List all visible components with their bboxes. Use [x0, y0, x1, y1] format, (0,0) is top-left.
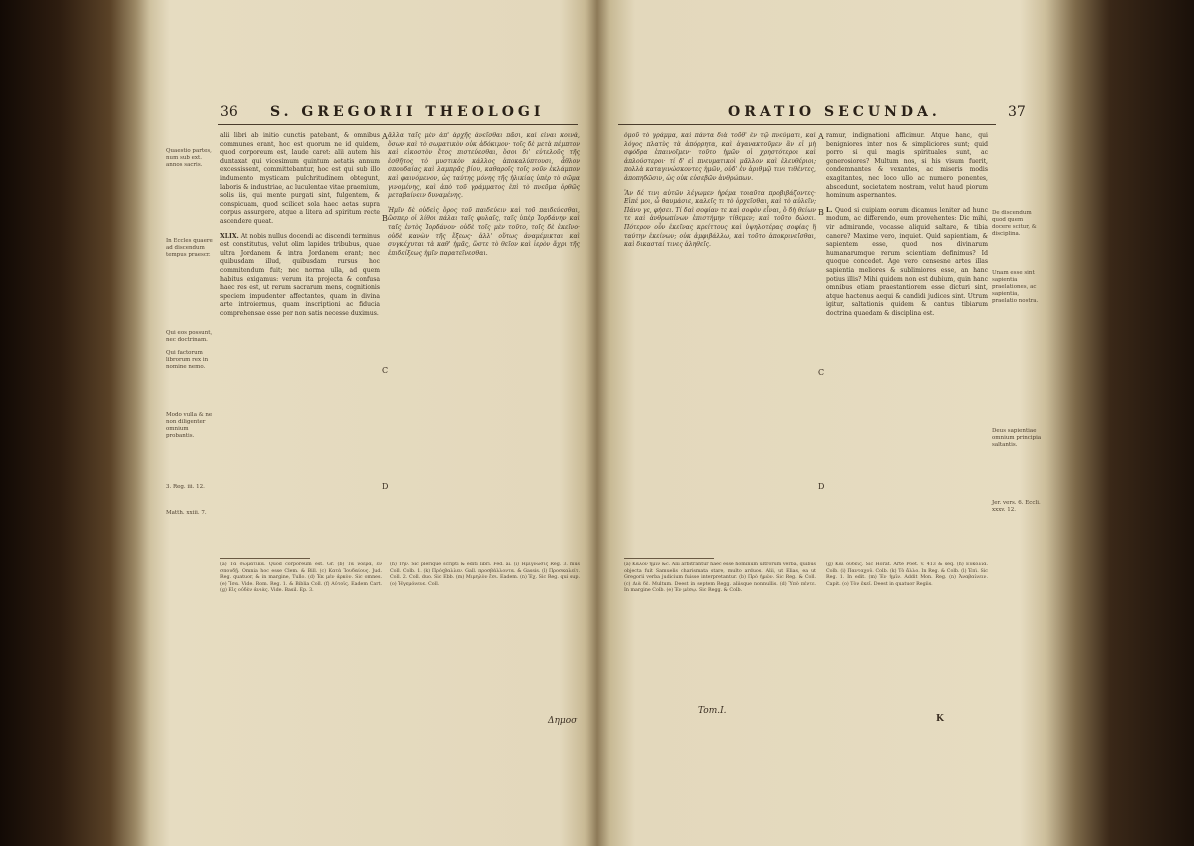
margin-note-7: Matth. xxiii. 7. — [166, 510, 207, 516]
latin-column-left — [220, 132, 380, 552]
margin-note-4: Qui factorum librorum rex in nomine nemo. — [166, 350, 209, 370]
margin-note-6: 3. Reg. iii. 12. — [166, 484, 205, 490]
page-number-right: 37 — [1008, 104, 1026, 120]
left-page: 36 S. GREGORII THEOLOGI alii libri ab initio cunctis patebant, & omnibus communes erant, hoc est quorum ne id quidem, quod corporeum est, laude caret: alii autem his duntaxat qui vicesimum quintum aetatis annum excessissent, committebantur, hoc est qui sub illo indumento mysticam pulchritudinem obtegunt, laboris & industriae, ac luculentae vitae praemium, solis iis, qui mente purgati sint, fulgentem, & conspicuam, quod scilicet sola haec aetas supra corpus assurgere, atque a litera ad spiritum recte ascendere queat. XLIX. At nobis nullus docendi ac discendi terminus est constitutus, velut olim lapides tribubus, quae ultra Jordanem & intra Jordanem erant; nec quibusdam illud, quibusdam rursus hoc commitendum fuit; nec norma ulla, ad quem habitus exigamus: verum ita projecta & confusa haec res est, ut rerum sacrarum mens, cognitionis speciem impudenter affectantes, quam in divina arte introiermus, quam inscriptioni ac fiducia comprehensae esse per non satis necesse duximus. ἄλλα ταῖς μὲν ἀπ' ἀρχῆς ἀνεῖσθαι πᾶσι, καὶ εἶναι κοινὰ, ὅσων καὶ τὸ σωματικὸν οὐκ ἀδόκιμον· τοῖς δὲ μετὰ πέμπτον καὶ εἰκοστὸν ἔτος πιστεύεσθαι, ὅσοι δι' εὐτελοῦς τῆς ἐσθῆτος τὸ μυστικὸν κάλλος ἀποκαλύπτουσι, ἆθλον σπουδαίας καὶ λαμπρᾶς βίου, καθαροῖς τοῖς νοῦν ἐκλάμπον καὶ φαινόμενον, ὡς ταύτης μόνης τῆς ἡλικίας ὑπὲρ τὸ σῶμα γινομένης, καὶ ἀπὸ τοῦ γράμματος ἐπὶ τὸ πνεῦμα ὀρθῶς μεταβαίνειν δυναμένης. Ἡμῖν δὲ οὐδεὶς ὅρος τοῦ παιδεύειν καὶ τοῦ παιδεύεσθαι, ὥσπερ οἱ λίθοι πάλαι ταῖς φυλαῖς, ταῖς ὑπὲρ Ἰορδάνην καὶ ταῖς ἐντὸς Ἰορδάνου· οὐδὲ τοῖς μὲν τοῦτο, τοῖς δὲ ἐκεῖνο· οὐδὲ κανὼν τῆς ἕξεως· ἀλλ' οὕτως ἀναμέμικται καὶ συγκέχυται τὰ καθ' ἡμᾶς, ὥστε τὸ θεῖον καὶ ἱερὸν ἄχρι τῆς ἐπιδείξεως ἡμῖν παρατεῖνεσθαι. Quaestio partes, num sub ext. annos sacris. In Eccles quaere ad discendum tempus praescr. Qui eos possunt, nec doctrinam. Qui factorum librorum rex in nomine nemo. Modo vulla & ne non diligenter omnium probantis. 3. Reg. iii. 12. Matth. xxiii. 7. A B C D (a) Τὰ σωματικά. Quod corporeum est. Gr. (b) Τὰ νοερά, ἐν σπουδῇ. Omnia hoc esse Clem. & Bill. (c) Κατὰ Ἰουδαίους. Jud. Reg. quatuor, & in margine, Tullo. (d) Ἐκ μὲν ἀρκὸν. Sic omnes. (e) Ἴσα. Vide. Rom. Reg. 1. & Biblia Coll. (f) Αὐτοῖς. Eadem Cart. (g) Εἰς οὐδὲν ἀνιὰς. Vide. Basil. Ep. 3. (h) Τὴν. Sic plerique scripti & editi libri. Fed. ai. (i) Ἡμιγνώσις Reg. 3. mus Coll. Colb. 1. (k) Πρόςβαλλεν. Gall. προσβάλλοντα. & Gassis. (l) Προσκαλείτ. Coll. 2. Coll. duo. Sic Ebb. (m) Μιμηλὸν ἔσι. Eadem. (n) Ἐχ. Sic Reg. qui sup. (o) Ἡγεμόνευε. Coll. Δημοσ — [148, 0, 588, 846]
right-header — [608, 104, 1048, 126]
greek-column-left: ἄλλα ταῖς μὲν ἀπ' ἀρχῆς ἀνεῖσθαι πᾶσι, καὶ εἶναι κοινὰ, ὅσων καὶ τὸ σωματικὸν οὐκ ἀδόκιμον· τοῖς δὲ μετὰ πέμπτον καὶ εἰκοστὸν ἔτος πιστεύεσθαι, ὅσοι δι' εὐτελοῦς τῆς ἐσθῆτος τὸ μυστικὸν κάλλος ἀποκαλύπτουσι, ἆθλον σπουδαίας καὶ λαμπρᾶς βίου, καθαροῖς τοῖς νοῦν ἐκλάμπον καὶ φαινόμενον, ὡς ταύτης μόνης τῆς ἡλικίας ὑπὲρ τὸ σῶμα γινομένης, καὶ ἀπὸ τοῦ γράμματος ἐπὶ τὸ πνεῦμα ὀρθῶς μεταβαίνειν δυναμένης. Ἡμῖν δὲ οὐδεὶς ὅρος τοῦ παιδεύειν καὶ τοῦ παιδεύεσθαι, ὥσπερ οἱ λίθοι πάλαι ταῖς φυλαῖς, ταῖς ὑπὲρ Ἰορδάνην καὶ ταῖς ἐντὸς Ἰορδάνου· οὐδὲ τοῖς μὲν τοῦτο, τοῖς δὲ ἐκεῖνο· οὐδὲ κανὼν τῆς ἕξεως· ἀλλ' οὕτως ἀναμέμικται καὶ συγκέχυται τὰ καθ' ἡμᾶς, ὥστε τὸ θεῖον καὶ ἱερὸν ἄχρι τῆς ἐπιδείξεως ἡμῖν παρατεῖνεσθαι. — [388, 132, 580, 257]
catchword-right: K — [936, 714, 944, 724]
footnotes-right-a: (a) Καλὸν ἡμῖν &c. Alii arbitrantur haec esse hominum ultrorum verba, quibus objecta fuit Samuelis charismata stare, multo arduos. Alii, ut Elias, ea ut Gregorii verba judicium fuisse interpretantur. (b) Πρὸ ἡμῶν. Sic Reg. & Coll. (c) Διὰ δὲ. Multum. Deest in septem Regg. aliisque nonnullis. (d) Ὑπὸ πέντε. In margine Colb. (e) Ἐν μέσῳ. Sic Regg. & Colb. — [624, 562, 816, 594]
catchword-left: Δημοσ — [548, 716, 578, 726]
running-title-right: ORATIO SECUNDA. — [728, 104, 941, 120]
latin-main-right: Quod si cuipiam eorum dicamus leniter ad hunc modum, ac differendo, eum provehentes: Dic mihi, vir admirande, vocasse aliquid saltare, & tibia canere? Maxime vero, inquiet. Quid sapientiam, & sapientem esse, quod nos divinarum humanarumque rerum scientiam definimus? Id quoque concedet. Age vero censesne artes illas sapientia meliores & sublimiores esse, an hanc potius illis? Mihi quidem non est dubium, quin hanc omnibus etiam praestantiorem esse dicturi sint, atque hactenus aequi & candidi judices sint. Utrum igitur, saltationis quidem & cantus tibiarum doctrina quaedam & disciplina est. — [826, 206, 988, 317]
latin-intro-left: alii libri ab initio cunctis patebant, & omnibus communes erant, hoc est quorum ne id quidem, quod corporeum est, laude caret: alii autem his duntaxat qui vicesimum quintum aetatis annum excessissent, committebantur, hoc est qui sub illo indumento mysticam pulchritudinem obtegunt, laboris & industriae, ac luculentae vitae praemium, solis iis, qui mente purgati sint, fulgentem, & conspicuam, quod scilicet sola haec aetas supra corpus assurgere, atque a litera ad spiritum recte ascendere queat. — [220, 132, 380, 225]
margin-note-3: Qui eos possunt, nec doctrinam. — [166, 330, 213, 343]
right-page: ORATIO SECUNDA. 37 ὁμοῦ τὸ γράμμα, καὶ πάντα διὰ τοῦθ' ἐν τῷ πνεύματι, καὶ λόγος πλατὺς τὰ ἀπόρρητα, καὶ ἀγανακτοῦμεν ἂν εἰ μὴ σφόδρα ἐπαινοῖμεν· τοῦτο ἡμῶν οἱ χρηστότεροι καὶ ἁπλούστεροι· τί δ' εἰ πνευματικοὶ μᾶλλον καὶ ἐλευθέριοι; πολλὰ καταγινώσκοντες ἡμῶν, οὐδ' ἐν ἀριθμῷ τινι τιθέντες, ἀποπηδῶσιν, ὡς οὐκ εὐσεβῶν ἀνθρώπων. Ἂν δέ τινι αὐτῶν λέγωμεν ἠρέμα τοιαῦτα προβιβάζοντες· Εἰπέ μοι, ὦ θαυμάσιε, καλεῖς τι τὸ ὀρχεῖσθαι, καὶ τὸ αὐλεῖν; Πάνυ γε, φήσει. Τί δαὶ σοφίαν τε καὶ σοφὸν εἶναι, ὃ δὴ θείων τε καὶ ἀνθρωπίνων ἐπιστήμην τίθεμεν; καὶ τοῦτο δώσει. Πότερον οὖν ἐκεῖνας κρείττους καὶ ὑψηλοτέρας σοφίας ἢ ταύτην ἐκείνων; οὐκ ἀμφιβάλλω, καὶ τοῦτο ἀποκρινεῖσθαι, καὶ δικασταί τινες ἀληθεῖς. ramur, indignationi afficimur. Atque hanc, qui benigniores inter nos & simpliciores sunt; quid porro si qui magis spirituales sunt, ac generosiores? Multum nos, si his visum fuerit, condemnantes & vexantes, ac miseris modis exagitantes, nec loco ullo ac numero ponentes, abscedunt, societatem nostram, velut haud piorum hominum aspernantes. L. Quod si cuipiam eorum dicamus leniter ad hunc modum, ac differendo, eum provehentes: Dic mihi, vir admirande, vocasse aliquid saltare, & tibia canere? Maxime vero, inquiet. Quid sapientiam, & sapientem esse, quod nos divinarum humanarumque rerum scientiam definimus? Id quoque concedet. Age vero censesne artes illas sapientia meliores & sublimiores esse, an hanc potius illis? Mihi quidem non est dubium, quin hanc omnibus etiam praestantiorem esse dicturi sint, atque hactenus aequi & candidi judices sint. Utrum igitur, saltationis quidem & cantus tibiarum doctrina quaedam & disciplina est. De discendum quod quem docere scitur, & disciplina. Unam esse sint sapientia praelationes, ac sapientia, praelatio nostra. Deus sapientiae omnium principia saltantis. Jer. vers. 6. Eccli. xxxv. 12. A B C D (a) Καλὸν ἡμῖν &c. Alii arbitrantur haec esse hominum ultrorum verba, quibus objecta fuit Samuelis charismata stare, multo arduos. Alii, ut Elias, ea ut Gregorii verba judicium fuisse interpretantur. (b) Πρὸ ἡμῶν. Sic Reg. & Coll. (c) Διὰ δὲ. Multum. Deest in septem Regg. aliisque nonnullis. (d) Ὑπὸ πέντε. In margine Colb. (e) Ἐν μέσῳ. Sic Regg. & Colb. (g) Καὶ οὐδεὶς. Sic Horat. Arte Poet. v. 413 & seq. (h) Εὐκολία. Colb. (i) Πανταχοῦ. Colb. (k) Τὸ ἄλλο. In Reg. & Colb. (l) Ἐπὶ. Sic Reg. 1. In edit. (m) Ἐν ἡμῖν. Addit Mon. Reg. (n) Ἀναβαίνειν. Capit. (o) Τὸν ἐκεῖ. Deest in quatuor Regiis. Tom.I. K — [608, 0, 1048, 846]
margin-note-r2: Unam esse sint sapientia praelationes, ac sapientia, praelatio nostra. — [992, 270, 1039, 304]
footnotes-right-b: (g) Καὶ οὐδεὶς. Sic Horat. Arte Poet. v. 413 & seq. (h) Εὐκολία. Colb. (i) Πανταχοῦ. Colb. (k) Τὸ ἄλλο. In Reg. & Colb. (l) Ἐπὶ. Sic Reg. 1. In edit. (m) Ἐν ἡμῖν. Addit Mon. Reg. (n) Ἀναβαίνειν. Capit. (o) Τὸν ἐκεῖ. Deest in quatuor Regiis. — [826, 562, 988, 587]
header-rule-left — [218, 124, 578, 125]
margin-note-r4: Jer. vers. 6. Eccli. xxxv. 12. — [992, 500, 1041, 513]
section-label-right: L. — [826, 206, 833, 214]
latin-main-left: At nobis nullus docendi ac discendi terminus est constitutus, velut olim lapides tribubus, quae ultra Jordanem & intra Jordanem erant; nec quibusdam illud, quibusdam rursus hoc commitendum fuit; nec norma ulla, ad quem habitus exigamus: verum ita projecta & confusa haec res est, ut rerum sacrarum mens, cognitionis speciem impudenter affectantes, quam in divina arte introiermus, quam inscriptioni ac fiducia comprehensae esse per non satis necesse duximus. — [220, 232, 380, 317]
margin-note-r3: Deus sapientiae omnium principia saltantis. — [992, 428, 1042, 448]
left-header — [148, 104, 588, 126]
signature-mark: Tom.I. — [698, 706, 727, 716]
footnotes-left-a: (a) Τὰ σωματικά. Quod corporeum est. Gr. (b) Τὰ νοερά, ἐν σπουδῇ. Omnia hoc esse Clem. & Bill. (c) Κατὰ Ἰουδαίους. Jud. Reg. quatuor, & in margine, Tullo. (d) Ἐκ μὲν ἀρκὸν. Sic omnes. (e) Ἴσα. Vide. Rom. Reg. 1. & Biblia Coll. (f) Αὐτοῖς. Eadem Cart. (g) Εἰς οὐδὲν ἀνιὰς. Vide. Basil. Ep. 3. — [220, 562, 382, 594]
latin-column-right — [826, 132, 988, 552]
greek-column-right: ὁμοῦ τὸ γράμμα, καὶ πάντα διὰ τοῦθ' ἐν τῷ πνεύματι, καὶ λόγος πλατὺς τὰ ἀπόρρητα, καὶ ἀγανακτοῦμεν ἂν εἰ μὴ σφόδρα ἐπαινοῖμεν· τοῦτο ἡμῶν οἱ χρηστότεροι καὶ ἁπλούστεροι· τί δ' εἰ πνευματικοὶ μᾶλλον καὶ ἐλευθέριοι; πολλὰ καταγινώσκοντες ἡμῶν, οὐδ' ἐν ἀριθμῷ τινι τιθέντες, ἀποπηδῶσιν, ὡς οὐκ εὐσεβῶν ἀνθρώπων. Ἂν δέ τινι αὐτῶν λέγωμεν ἠρέμα τοιαῦτα προβιβάζοντες· Εἰπέ μοι, ὦ θαυμάσιε, καλεῖς τι τὸ ὀρχεῖσθαι, καὶ τὸ αὐλεῖν; Πάνυ γε, φήσει. Τί δαὶ σοφίαν τε καὶ σοφὸν εἶναι, ὃ δὴ θείων τε καὶ ἀνθρωπίνων ἐπιστήμην τίθεμεν; καὶ τοῦτο δώσει. Πότερον οὖν ἐκεῖνας κρείττους καὶ ὑψηλοτέρας σοφίας ἢ ταύτην ἐκείνων; οὐκ ἀμφιβάλλω, καὶ τοῦτο ἀποκρινεῖσθαι, καὶ δικασταί τινες ἀληθεῖς. — [624, 132, 816, 249]
footnotes-left-b: (h) Τὴν. Sic plerique scripti & editi libri. Fed. ai. (i) Ἡμιγνώσις Reg. 3. mus Coll. Colb. 1. (k) Πρόςβαλλεν. Gall. προσβάλλοντα. & Gassis. (l) Προσκαλείτ. Coll. 2. Coll. duo. Sic Ebb. (m) Μιμηλὸν ἔσι. Eadem. (n) Ἐχ. Sic Reg. qui sup. (o) Ἡγεμόνευε. Coll. — [390, 562, 580, 587]
page-number-left: 36 — [220, 104, 238, 120]
running-title-left: S. GREGORII THEOLOGI — [270, 104, 545, 120]
header-rule-right — [618, 124, 996, 125]
margin-note-2: In Eccles quaere ad discendum tempus praescr. — [166, 238, 213, 258]
margin-note-1: Quaestio partes, num sub ext. annos sacris. — [166, 148, 212, 168]
margin-note-r1: De discendum quod quem docere scitur, & disciplina. — [992, 210, 1037, 237]
margin-note-5: Modo vulla & ne non diligenter omnium probantis. — [166, 412, 213, 439]
section-label-left: XLIX. — [220, 232, 239, 240]
latin-intro-right: ramur, indignationi afficimur. Atque hanc, qui benigniores inter nos & simpliciores sunt; quid porro si qui magis spirituales sunt, ac generosiores? Multum nos, si his visum fuerit, condemnantes & vexantes, ac miseris modis exagitantes, nec loco ullo ac numero ponentes, abscedunt, societatem nostram, velut haud piorum hominum aspernantes. — [826, 132, 988, 200]
